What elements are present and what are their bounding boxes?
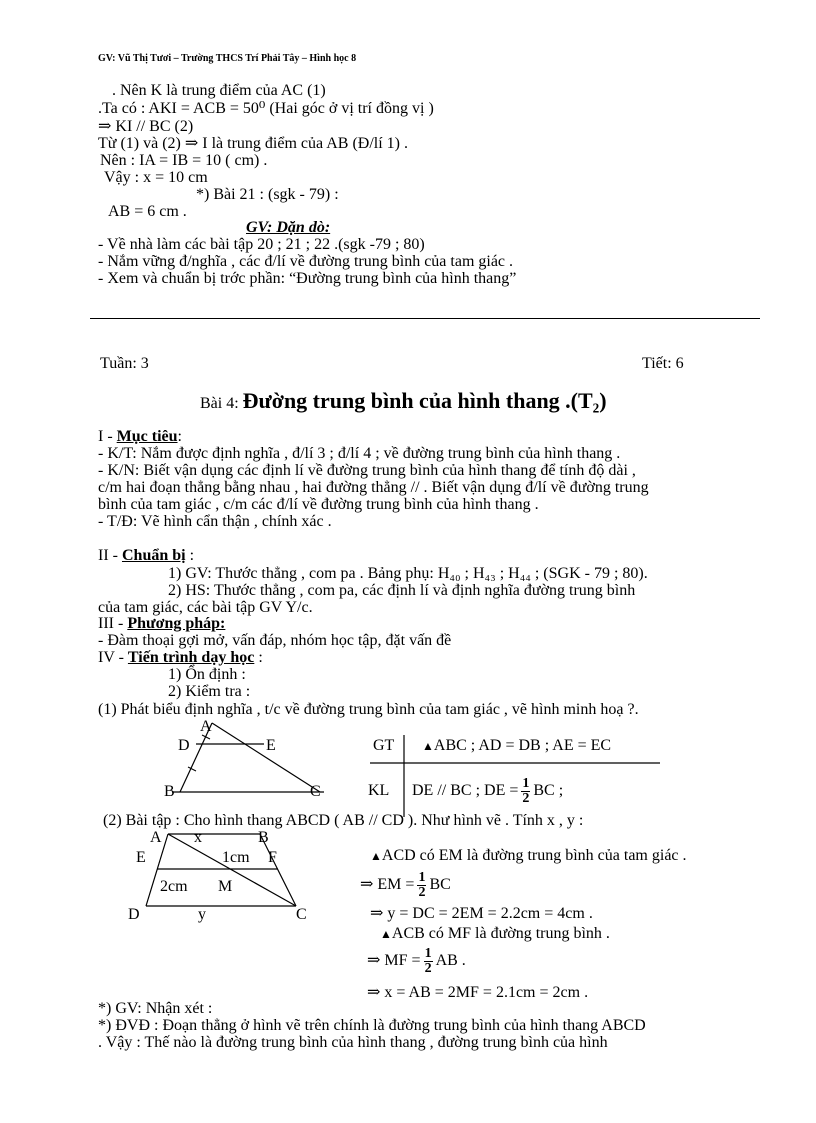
solution-text: ⇒ MF = [367,952,421,969]
period-label: Tiết: 6 [642,355,684,372]
text-line: Vậy : x = 10 cm [104,169,208,186]
label-m: M [218,878,233,895]
text-line: . Nên K là trung điểm của AC (1) [112,82,326,99]
homework-line: - Nắm vững đ/nghĩa , các đ/lí về đường trung bình của tam giác . [98,253,514,270]
section-colon: : [185,547,195,564]
triangle-figure [160,715,330,810]
kl-label: KL [368,782,390,799]
section-heading [98,649,263,667]
label-b: B [164,783,175,800]
text-line: của tam giác, các bài tập GV Y/c. [98,599,313,616]
label-d: D [178,737,190,754]
section-colon: : [254,649,263,666]
label-e: E [136,849,146,866]
label-a: A [150,829,162,846]
kl-value [412,774,563,808]
text-line: 2) Kiểm tra : [168,683,251,700]
week-label: Tuần: 3 [100,355,149,372]
question-1: (1) Phát biểu định nghĩa , t/c về đường trung bình của tam giác , vẽ hình minh hoạ ?. [98,701,639,718]
label-c: C [296,906,307,923]
text-line: 2) HS: Thước thẳng , com pa, các định lí và định nghĩa đường trung bình [168,582,636,599]
kl-text: DE // BC ; DE = [412,782,519,799]
fraction-denominator: 2 [424,960,432,976]
fraction-denominator: 2 [418,884,426,900]
label-x: x [194,829,202,846]
triangle-icon: ▲ [422,739,434,753]
label-a: A [200,718,212,735]
closing-line: *) ĐVĐ : Đoạn thẳng ở hình vẽ trên chính là đường trung bình của hình thang ABCD [98,1017,646,1034]
text-line: *) Bài 21 : (sgk - 79) : [196,186,339,203]
fraction [424,947,433,976]
solution-line [360,868,451,902]
section-heading [98,615,225,633]
section-divider [90,318,760,319]
section-title: Phương pháp: [127,615,226,632]
text-line: ⇒ KI // BC (2) [98,118,194,135]
section-heading [98,547,194,565]
label-2cm: 2cm [160,878,188,895]
solution-line: ⇒ y = DC = 2EM = 2.2cm = 4cm . [370,905,593,922]
solution-text: ⇒ EM = [360,876,415,893]
lesson-prefix: Bài 4: [200,395,239,412]
solution-text: ACB có MF là đường trung bình . [391,925,610,942]
solution-text: ACD có EM là đường trung bình của tam giác . [381,847,687,864]
fraction-numerator: 1 [522,775,530,791]
gt-text: ABC ; AD = DB ; AE = EC [433,737,612,754]
section-number: III - [98,615,128,632]
section-title: Chuẩn bị [121,547,186,564]
fraction-numerator: 1 [424,945,432,961]
text-line: Nên : IA = IB = 10 ( cm) . [100,152,268,169]
gt-label: GT [373,737,395,754]
question-2: (2) Bài tập : Cho hình thang ABCD ( AB // CD ). Như hình vẽ . Tính x , y : [103,812,584,829]
section-number: II - [98,547,122,564]
diagonal-ac [168,834,296,906]
page-header: GV: Vũ Thị Tươi – Trường THCS Trí Phải Tây – Hình học 8 [98,53,357,64]
section-number: I - [98,428,117,445]
label-1cm: 1cm [222,849,250,866]
solution-line: ⇒ x = AB = 2MF = 2.1cm = 2cm . [367,984,589,1001]
triangle-icon: ▲ [380,927,392,941]
label-c: C [310,783,321,800]
closing-line: *) GV: Nhận xét : [98,1000,213,1017]
triangle-icon: ▲ [370,849,382,863]
solution-line [367,944,466,978]
solution-line [380,925,610,943]
text-line: AB = 6 cm . [108,203,187,220]
homework-line: - Xem và chuẩn bị trớc phần: “Đường trung bình của hình thang” [98,270,517,287]
closing-line: . Vậy : Thế nào là đường trung bình của hình thang , đường trung bình của hình [98,1034,608,1051]
label-d: D [128,906,140,923]
text-line: 1) Ổn định : [168,666,246,683]
fraction-numerator: 1 [418,869,426,885]
gt-value [422,737,611,755]
segment-ac [212,723,320,792]
section-heading [98,428,182,446]
text-line: - T/Đ: Vẽ hình cẩn thận , chính xác . [98,513,332,530]
homework-line: - Về nhà làm các bài tập 20 ; 21 ; 22 .(sgk -79 ; 80) [98,236,425,253]
kl-text: BC ; [533,782,564,799]
text-line: 1) GV: Thước thẳng , com pa . Bảng phụ: H₄₀ ; H₄₃ ; H₄₄ ; (SGK - 79 ; 80). [168,565,648,582]
label-y: y [198,906,206,923]
label-b: B [258,829,269,846]
tick-mark [188,767,196,771]
lesson-title-text: Đường trung bình của hình thang .(T₂) [242,388,607,413]
text-line: - Đàm thoại gợi mở, vấn đáp, nhóm học tập, đặt vấn đề [98,632,452,649]
text-line: c/m hai đoạn thẳng bằng nhau , hai đường thẳng // . Biết vận dụng đ/lí về đường trung [98,479,649,496]
text-line: bình của tam giác , c/m các đ/lí về đường trung bình của hình thang . [98,496,539,513]
solution-line [370,847,687,865]
section-title: Mục tiêu [116,428,178,445]
fraction-denominator: 2 [522,790,530,806]
trapezoid-figure [120,826,320,926]
fraction [417,871,426,900]
section-colon: : [177,428,182,445]
section-number: IV - [98,649,128,666]
text-line: - K/N: Biết vận dụng các định lí về đường trung bình của hình thang để tính độ dài , [98,462,636,479]
label-e: E [266,737,276,754]
homework-heading: GV: Dặn dò: [246,219,331,236]
text-line: - K/T: Nắm được định nghĩa , đ/lí 3 ; đ/lí 4 ; về đường trung bình của hình thang . [98,445,621,462]
section-title: Tiến trình dạy học [127,649,255,666]
lesson-title [200,388,607,414]
solution-text: AB . [435,952,466,969]
fraction [521,777,530,806]
solution-text: BC [429,876,451,893]
text-line: Từ (1) và (2) ⇒ I là trung điểm của AB (Đ/lí 1) . [98,135,408,152]
text-line: .Ta có : AKI = ACB = 50⁰ (Hai góc ở vị trí đồng vị ) [98,100,434,117]
label-f: F [268,849,277,866]
